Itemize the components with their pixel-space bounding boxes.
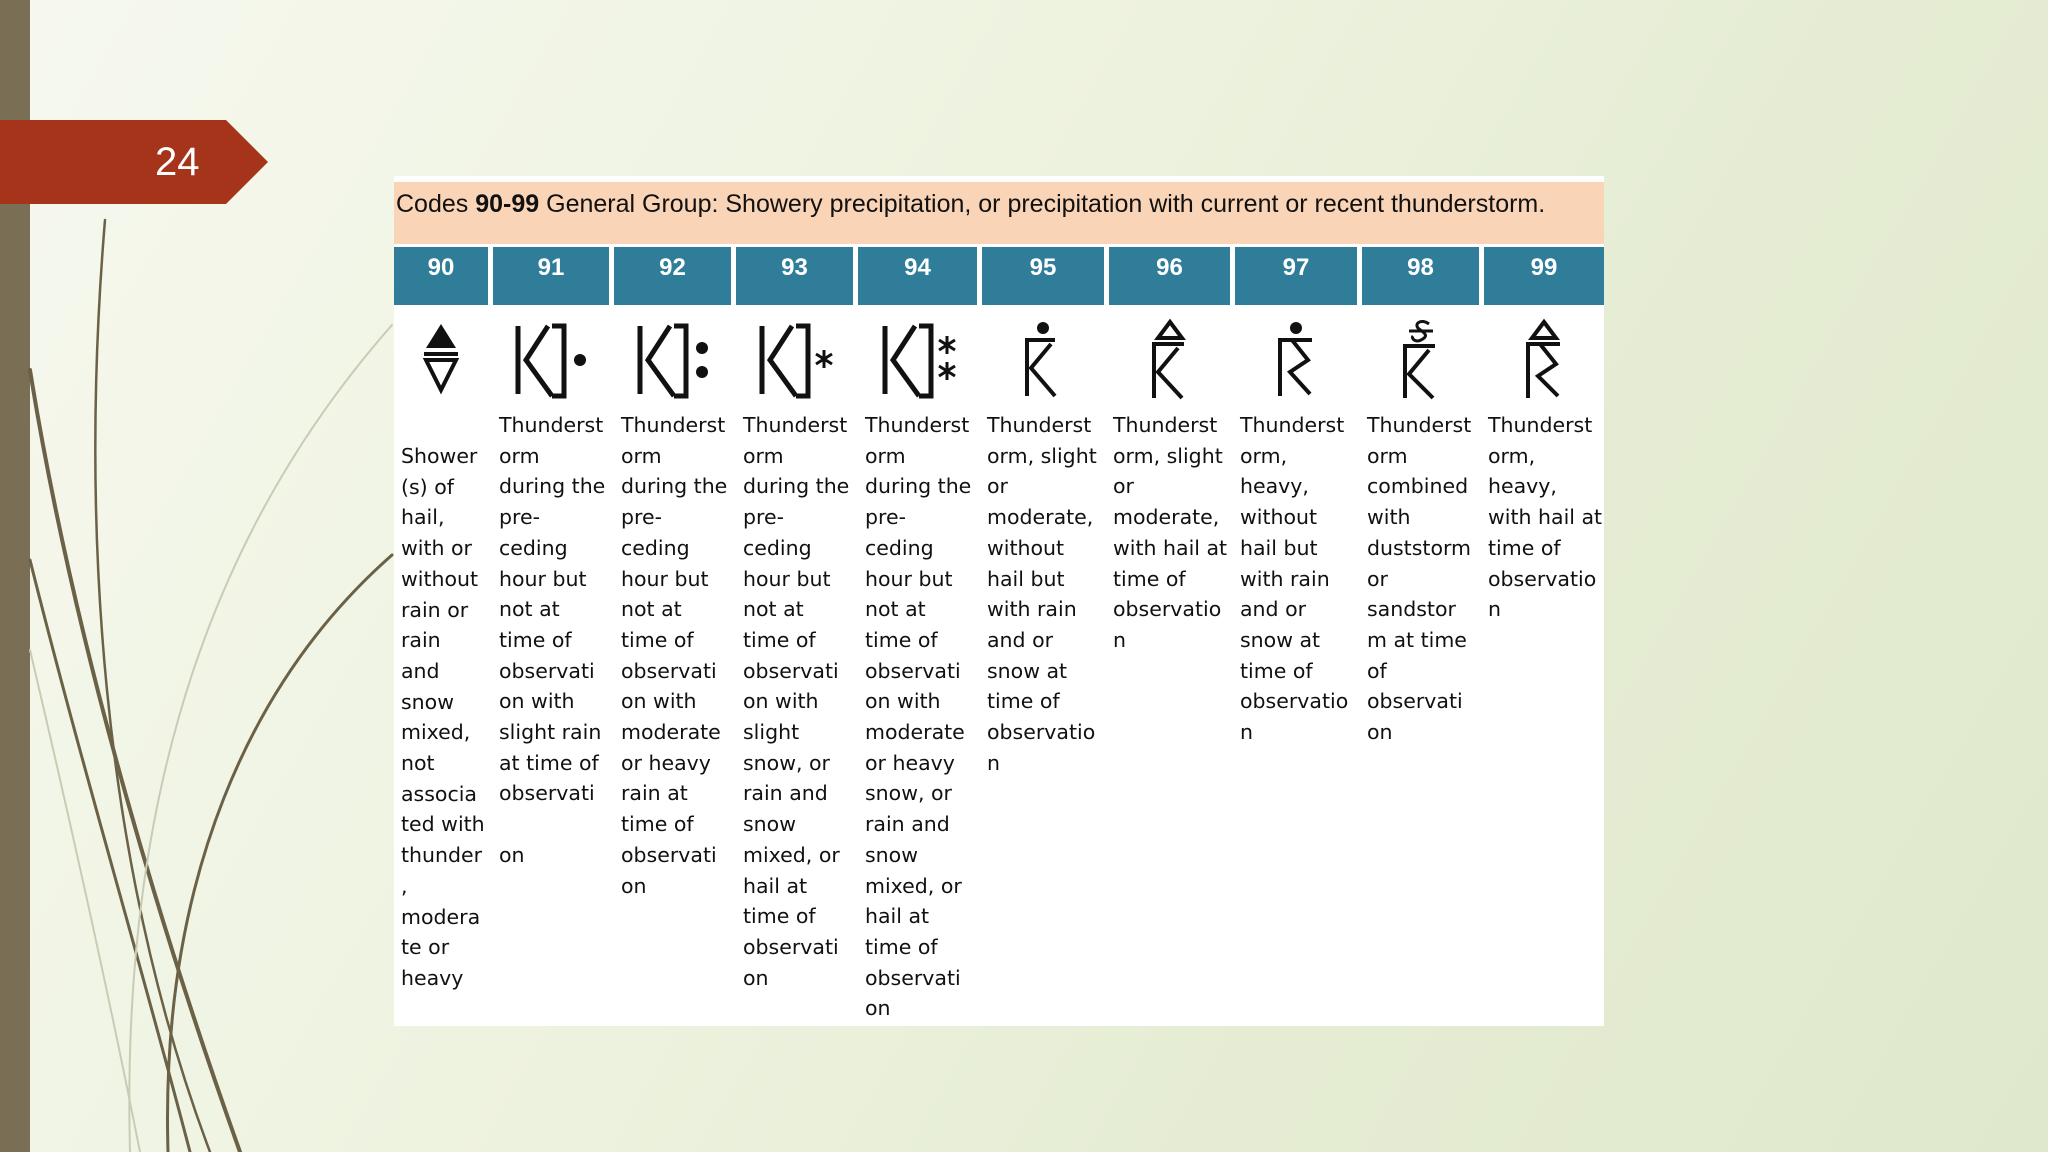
description-96: Thunderst orm, slight or moderate, with hail at time of observatio n — [1113, 413, 1228, 652]
code-header-99: 99 — [1484, 247, 1604, 305]
thunderstorm-moderate-rain-icon — [614, 316, 731, 416]
description-94: Thunderst orm during the pre- ceding hour but not at time of observati on with moderate or heavy snow, or rain and snow mixed, or hail at time of observati on — [865, 413, 972, 1021]
code-header-94: 94 — [858, 247, 977, 305]
thunderstorm-slight-rain-icon — [493, 316, 609, 416]
description-99: Thunderst orm, heavy, with hail at time of observatio n — [1488, 413, 1603, 622]
weather-codes-table — [394, 176, 1604, 1026]
thunderstorm-rain-snow-icon — [982, 316, 1104, 416]
code-header-95: 95 — [982, 247, 1104, 305]
code-header-96: 96 — [1109, 247, 1230, 305]
description-95: Thunderst orm, slight or moderate, without hail but with rain and or snow at time of observatio n — [987, 413, 1097, 775]
slide-number: 24 — [155, 140, 200, 184]
description-93: Thunderst orm during the pre- ceding hour but not at time of observati on with slight snow, or rain and snow mixed, or hail at time of observati on — [743, 413, 850, 990]
description-92: Thunderst orm during the pre- ceding hour but not at time of observati on with moderate or heavy rain at time of observati on — [621, 413, 728, 898]
heavy-thunderstorm-hail-icon — [1484, 316, 1604, 416]
code-header-90: 90 — [394, 247, 488, 305]
description-91: Thunderst orm during the pre- ceding hour but not at time of observati on with slight rain at time of observati on — [499, 413, 606, 867]
code-header-93: 93 — [736, 247, 853, 305]
slide-number-badge — [0, 120, 268, 204]
hail-shower-icon — [394, 316, 488, 416]
code-header-91: 91 — [493, 247, 609, 305]
description-97: Thunderst orm, heavy, without hail but with rain and or snow at time of observatio n — [1240, 413, 1349, 745]
code-header-92: 92 — [614, 247, 731, 305]
thunderstorm-heavy-snow-icon — [858, 316, 977, 416]
thunderstorm-slight-snow-icon — [736, 316, 853, 416]
code-header-98: 98 — [1362, 247, 1479, 305]
heavy-thunderstorm-rain-icon — [1235, 316, 1357, 416]
description-90: Shower (s) of hail, with or without rain or rain and snow mixed, not associa ted with thunder , modera te or heavy — [401, 444, 485, 990]
code-header-97: 97 — [1235, 247, 1357, 305]
table-caption — [394, 182, 1604, 244]
caption-text: General Group: Showery precipitation, or precipitation with current or recent thunderstorm. — [539, 190, 1546, 218]
caption-prefix: Codes — [396, 190, 476, 218]
thunderstorm-hail-icon — [1109, 316, 1230, 416]
thunderstorm-duststorm-icon — [1362, 316, 1479, 416]
description-98: Thunderst orm combined with duststorm or sandstor m at time of observati on — [1367, 413, 1472, 745]
caption-code-range: 90-99 — [475, 190, 540, 218]
